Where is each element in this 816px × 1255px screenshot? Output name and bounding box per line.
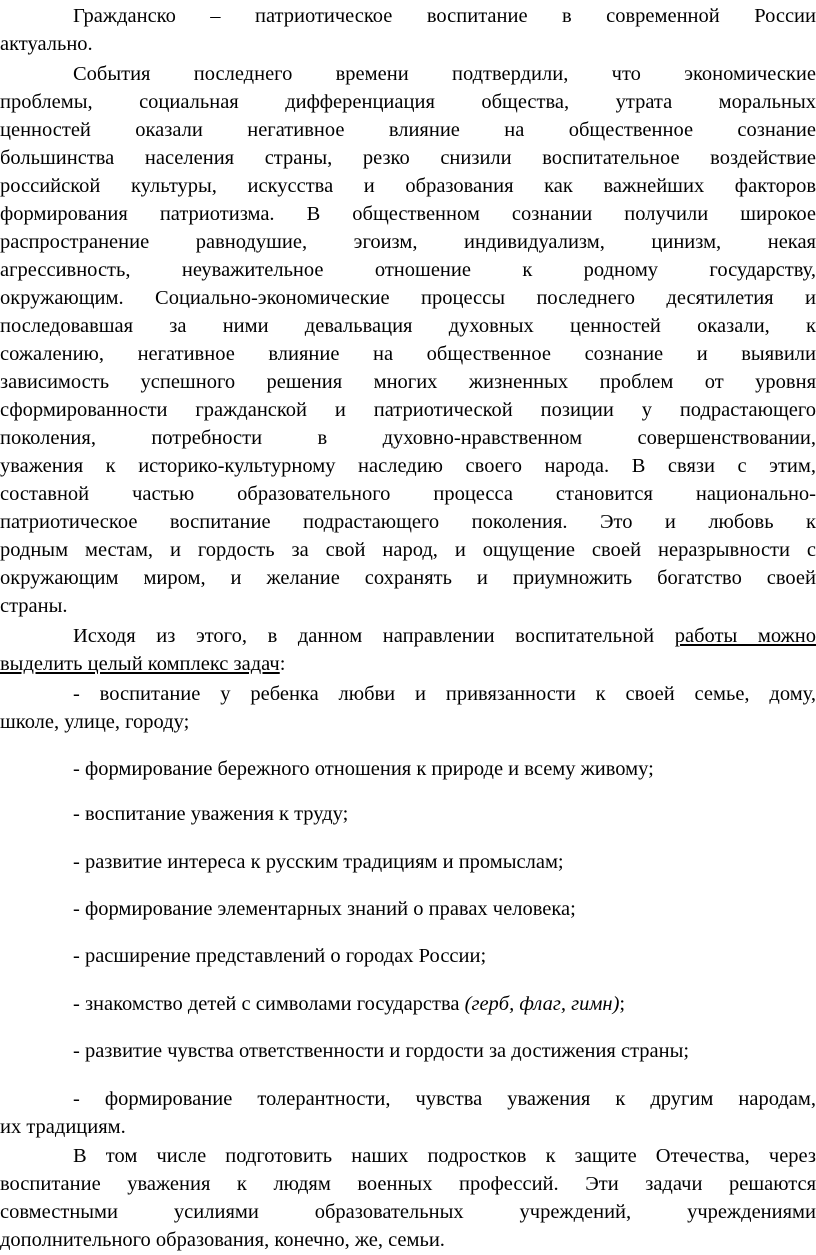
- list-item-continuation: школе, улице, городу;: [0, 711, 190, 733]
- paragraph-line: ценностей оказали негативное влияние на общественное сознание: [0, 119, 816, 141]
- paragraph-line: [0, 622, 816, 650]
- list-item: - воспитание у ребенка любви и привязанности к своей семье, дому,: [73, 683, 816, 705]
- paragraph-line: В том числе подготовить наших подростков к защите Отечества, через: [73, 1145, 816, 1167]
- paragraph-line: Гражданско – патриотическое воспитание в современной России: [73, 5, 816, 27]
- underlined-text: работы можно: [674, 625, 816, 647]
- list-item: [0, 990, 816, 1018]
- italic-text: (герб, флаг, гимн): [464, 993, 620, 1015]
- paragraph-line: родным местам, и гордость за свой народ, и ощущение своей неразрывности с: [0, 539, 816, 561]
- paragraph-line: [0, 650, 816, 678]
- paragraph-line: уважения к историко-культурному наследию своего народа. В связи с этим,: [0, 455, 816, 477]
- paragraph-line: окружающим миром, и желание сохранять и приумножить богатство своей: [0, 567, 816, 589]
- paragraph-line: страны.: [0, 595, 68, 617]
- paragraph-line: События последнего времени подтвердили, что экономические: [73, 63, 816, 85]
- paragraph-line: проблемы, социальная дифференциация общества, утрата моральных: [0, 91, 816, 113]
- list-item: - расширение представлений о городах России;: [73, 945, 487, 967]
- list-item: - развитие чувства ответственности и гордости за достижения страны;: [73, 1040, 690, 1062]
- paragraph-line: последовавшая за ними девальвация духовных ценностей оказали, к: [0, 315, 816, 337]
- list-item: - формирование толерантности, чувства уважения к другим народам,: [73, 1088, 816, 1110]
- paragraph-line: большинства населения страны, резко снизили воспитательное воздействие: [0, 147, 816, 169]
- paragraph-line: актуально.: [0, 33, 93, 55]
- list-item-continuation: их традициям.: [0, 1116, 126, 1138]
- paragraph-line: агрессивность, неуважительное отношение к родному государству,: [0, 259, 816, 281]
- paragraph-line: окружающим. Социально-экономические процессы последнего десятилетия и: [0, 287, 816, 309]
- paragraph-line: сформированности гражданской и патриотической позиции у подрастающего: [0, 399, 816, 421]
- paragraph-line: поколения, потребности в духовно-нравственном совершенствовании,: [0, 427, 816, 449]
- text-run: :: [279, 653, 286, 675]
- list-item: - воспитание уважения к труду;: [73, 803, 349, 825]
- paragraph-line: сожалению, негативное влияние на общественное сознание и выявили: [0, 343, 816, 365]
- paragraph-line: зависимость успешного решения многих жизненных проблем от уровня: [0, 371, 816, 393]
- paragraph-line: совместными усилиями образовательных учреждений, учреждениями: [0, 1201, 816, 1223]
- paragraph-line: патриотическое воспитание подрастающего поколения. Это и любовь к: [0, 511, 816, 533]
- paragraph-line: дополнительного образования, конечно, же, семьи.: [0, 1229, 445, 1251]
- underlined-text: выделить целый комплекс задач: [0, 653, 280, 675]
- text-run: Исходя из этого, в данном направлении воспитательной: [73, 625, 675, 647]
- paragraph-line: распространение равнодушие, эгоизм, индивидуализм, цинизм, некая: [0, 231, 816, 253]
- list-item: - развитие интереса к русским традициям и промыслам;: [73, 851, 564, 873]
- text-run: ;: [619, 993, 626, 1015]
- paragraph-line: воспитание уважения к людям военных профессий. Эти задачи решаются: [0, 1173, 816, 1195]
- list-item: - формирование элементарных знаний о правах человека;: [73, 898, 576, 920]
- list-item: - формирование бережного отношения к природе и всему живому;: [73, 758, 654, 780]
- paragraph-line: российской культуры, искусства и образования как важнейших факторов: [0, 175, 816, 197]
- text-run: - знакомство детей с символами государства: [73, 993, 465, 1015]
- paragraph-line: составной частью образовательного процесса становится национально-: [0, 483, 816, 505]
- paragraph-line: формирования патриотизма. В общественном сознании получили широкое: [0, 203, 816, 225]
